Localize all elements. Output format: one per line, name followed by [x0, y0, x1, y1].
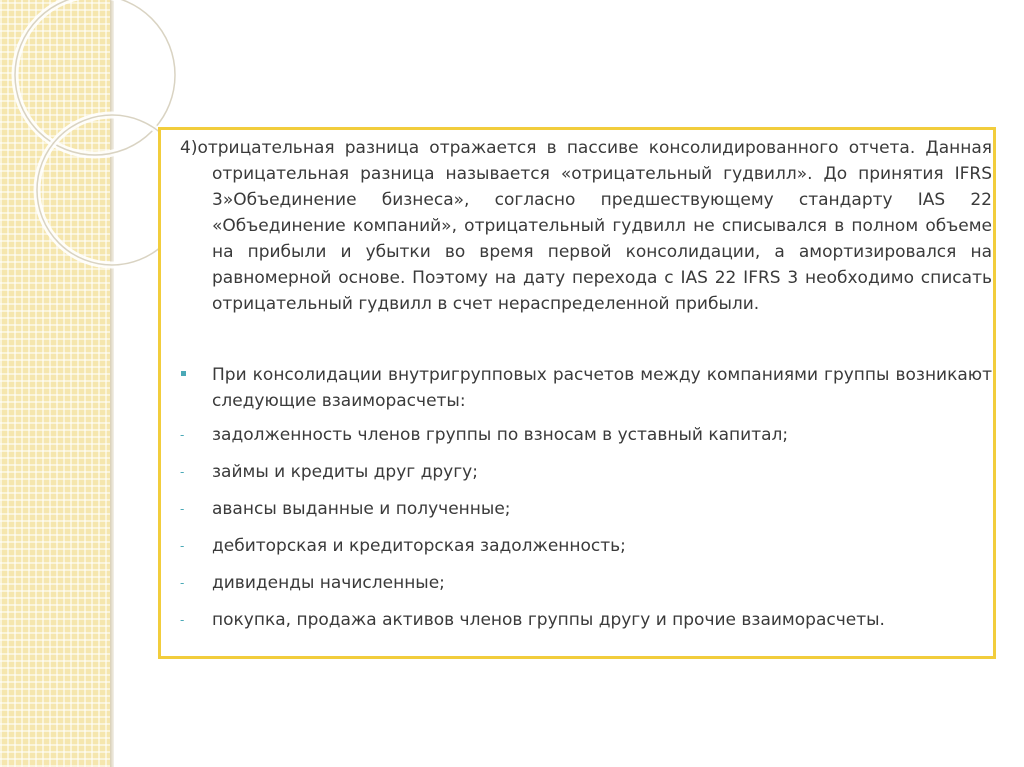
dash-bullet-icon: -	[180, 539, 185, 553]
dash-bullet-icon: -	[180, 465, 185, 479]
list-item-text: авансы выданные и полученные;	[212, 499, 511, 519]
list-item	[180, 533, 992, 559]
list-item	[180, 422, 992, 448]
decorative-circles	[0, 0, 180, 320]
dash-bullet-icon: -	[180, 428, 185, 442]
list-item	[180, 570, 992, 596]
intro-paragraph-text: 4)отрицательная разница отражается в пассиве консолидированного отчета. Данная отрицательная разница называется «отрицательный гудвилл». До принятия IFRS 3»Объединение бизнеса», согласно предшествующему стандарту IAS 22 «Объединение компаний», отрицательный гудвилл не списывался в полном объеме на прибыли и убытки во время первой консолидации, а амортизировался на равномерной основе. Поэтому на дату перехода с IAS 22 IFRS 3 необходимо списать отрицательный гудвилл в счет нераспределенной прибыли.	[180, 138, 992, 314]
list-item-text: займы и кредиты друг другу;	[212, 462, 478, 482]
bullet-text: При консолидации внутригрупповых расчетов между компаниями группы возникают следующие взаиморасчеты:	[212, 365, 992, 411]
content-list	[180, 362, 992, 644]
bullet-item	[180, 362, 992, 414]
square-bullet-icon	[181, 371, 186, 376]
list-item-text: дебиторская и кредиторская задолженность;	[212, 536, 626, 556]
list-item-text: покупка, продажа активов членов группы другу и прочие взаиморасчеты.	[212, 610, 885, 630]
intro-paragraph	[180, 135, 992, 317]
dash-bullet-icon: -	[180, 613, 185, 627]
dash-bullet-icon: -	[180, 576, 185, 590]
list-item	[180, 607, 992, 633]
dash-bullet-icon: -	[180, 502, 185, 516]
list-item-text: дивиденды начисленные;	[212, 573, 445, 593]
list-item-text: задолженность членов группы по взносам в уставный капитал;	[212, 425, 789, 445]
list-item	[180, 459, 992, 485]
list-item	[180, 496, 992, 522]
